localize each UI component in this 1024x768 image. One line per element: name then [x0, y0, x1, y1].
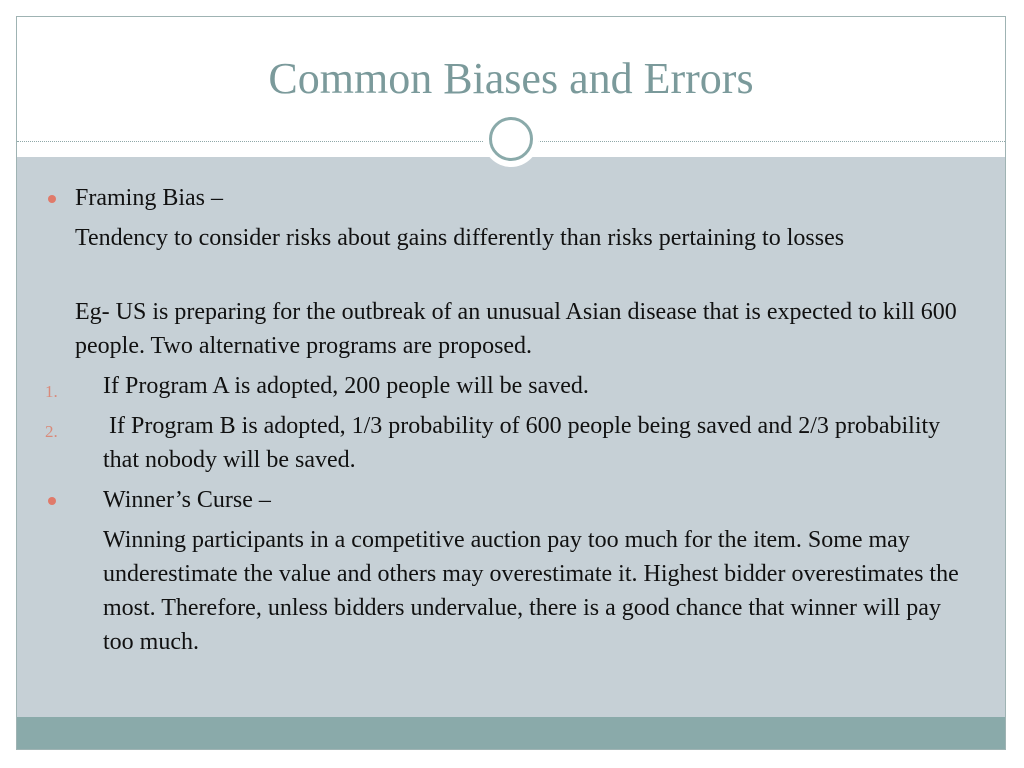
bullet-icon	[48, 195, 56, 203]
divider-circle-icon	[483, 111, 539, 167]
list-item	[17, 523, 977, 693]
list-item	[17, 181, 977, 215]
list-item-text: Eg- US is preparing for the outbreak of an unusual Asian disease that is expected to kill 600 people. Two alternative programs are proposed.	[75, 299, 957, 359]
list-item	[17, 369, 977, 403]
list-item	[17, 483, 977, 517]
list-item	[17, 221, 977, 289]
list-item-text: Winner’s Curse –	[103, 487, 271, 513]
list-item-text: Tendency to consider risks about gains differently than risks pertaining to losses	[75, 225, 845, 251]
footer-bar	[17, 717, 1005, 750]
slide-title: Common Biases and Errors	[268, 54, 754, 103]
list-item-text: If Program A is adopted, 200 people will be saved.	[103, 373, 589, 399]
slide	[16, 16, 1006, 750]
list-item	[17, 409, 977, 477]
list-item-text: Winning participants in a competitive auction pay too much for the item. Some may underestimate the value and others may overestimate it. Highest bidder overestimates the most. Therefore, unless bidders undervalue, there is a good chance that winner will pay too much.	[103, 527, 959, 655]
bullet-icon	[48, 497, 56, 505]
ring-icon	[489, 117, 533, 161]
list-number-marker: 2.	[45, 422, 58, 441]
list-item-text: If Program B is adopted, 1/3 probability of 600 people being saved and 2/3 probability that nobody will be saved.	[103, 413, 947, 473]
content-area	[17, 157, 1005, 717]
list-item-text: Framing Bias –	[75, 185, 223, 211]
list-number-marker: 1.	[45, 382, 58, 401]
list-item	[17, 295, 977, 363]
